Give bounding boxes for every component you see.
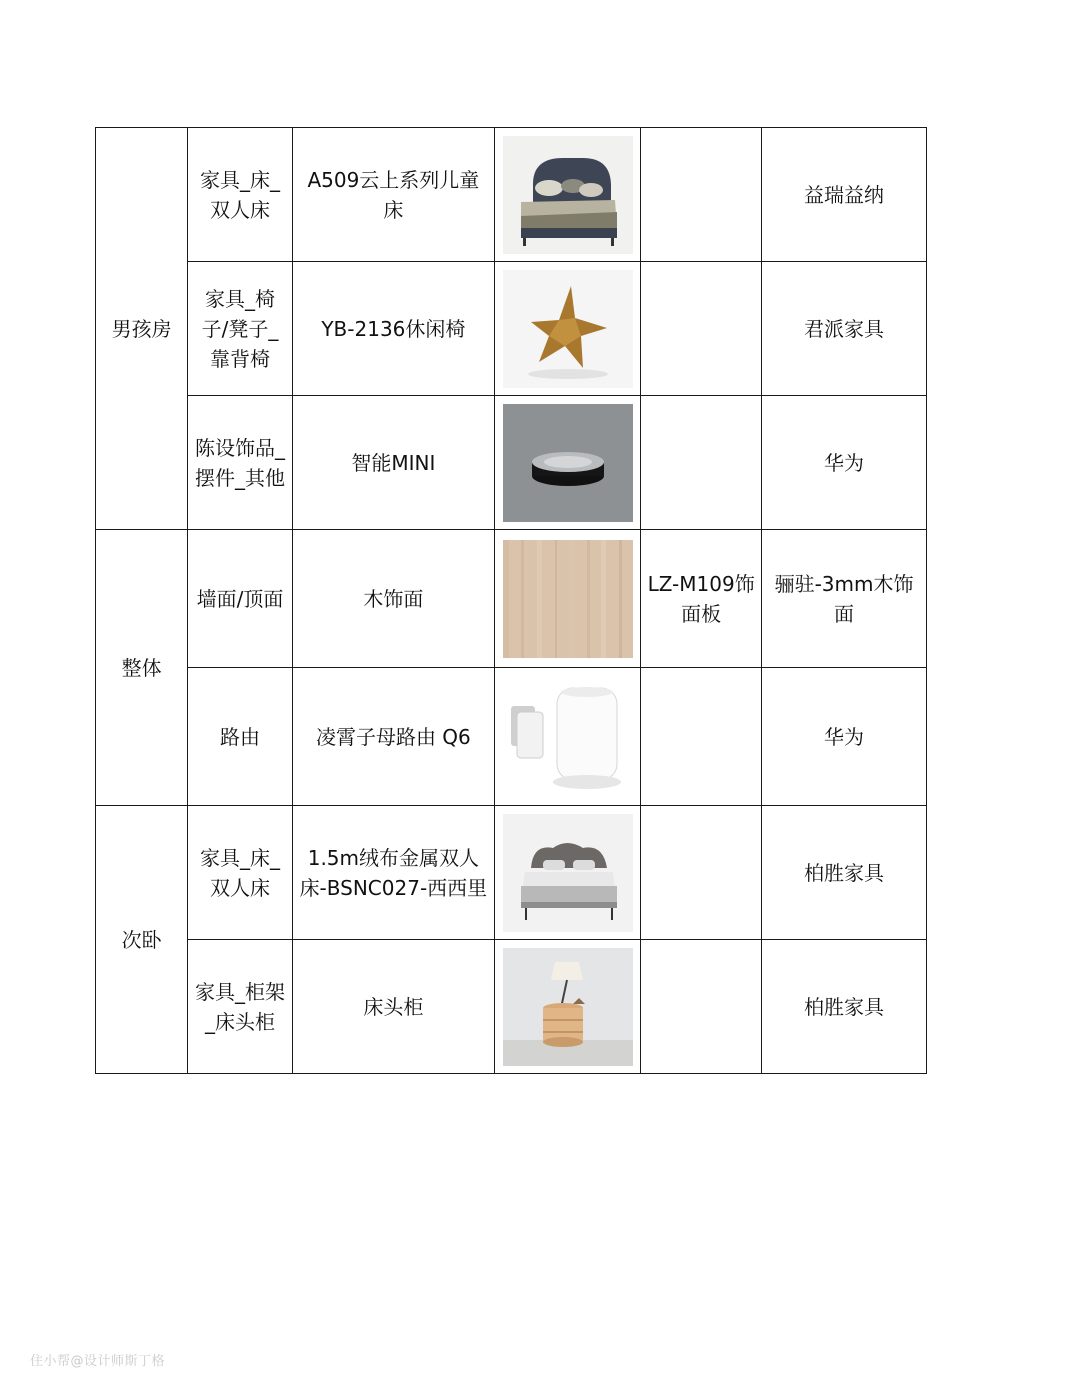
brand-cell: 骊驻-3mm木饰面 bbox=[762, 530, 927, 668]
star-lounge-chair-image bbox=[503, 270, 633, 388]
kids-bed-image bbox=[503, 136, 633, 254]
category-cell: 墙面/顶面 bbox=[188, 530, 292, 668]
model-cell bbox=[641, 262, 762, 396]
model-cell bbox=[641, 940, 762, 1074]
room-cell: 男孩房 bbox=[96, 128, 188, 530]
router-image bbox=[503, 678, 633, 796]
table-row bbox=[96, 262, 927, 396]
category-cell: 路由 bbox=[188, 668, 292, 806]
table-row bbox=[96, 396, 927, 530]
product-name-cell: 智能MINI bbox=[292, 396, 494, 530]
image-cell bbox=[495, 396, 641, 530]
room-cell: 次卧 bbox=[96, 806, 188, 1074]
brand-cell: 君派家具 bbox=[762, 262, 927, 396]
category-cell: 陈设饰品_摆件_其他 bbox=[188, 396, 292, 530]
wood-veneer-swatch-image bbox=[503, 540, 633, 658]
brand-cell: 华为 bbox=[762, 668, 927, 806]
brand-cell: 华为 bbox=[762, 396, 927, 530]
model-cell bbox=[641, 128, 762, 262]
image-cell bbox=[495, 530, 641, 668]
spec-table bbox=[95, 127, 927, 1074]
table-row bbox=[96, 940, 927, 1074]
model-cell bbox=[641, 668, 762, 806]
product-name-cell: 木饰面 bbox=[292, 530, 494, 668]
category-cell: 家具_床_双人床 bbox=[188, 806, 292, 940]
product-name-cell: YB-2136休闲椅 bbox=[292, 262, 494, 396]
nightstand-image bbox=[503, 948, 633, 1066]
smart-mini-speaker-image bbox=[503, 404, 633, 522]
brand-cell: 柏胜家具 bbox=[762, 806, 927, 940]
image-cell bbox=[495, 668, 641, 806]
image-cell bbox=[495, 806, 641, 940]
model-cell: LZ-M109饰面板 bbox=[641, 530, 762, 668]
model-cell bbox=[641, 806, 762, 940]
watermark: 住小帮@设计师斯丁格 bbox=[30, 1354, 166, 1369]
image-cell bbox=[495, 128, 641, 262]
category-cell: 家具_床_双人床 bbox=[188, 128, 292, 262]
image-cell bbox=[495, 262, 641, 396]
category-cell: 家具_柜架_床头柜 bbox=[188, 940, 292, 1074]
category-cell: 家具_椅子/凳子_靠背椅 bbox=[188, 262, 292, 396]
product-name-cell: 1.5m绒布金属双人床-BSNC027-西西里 bbox=[292, 806, 494, 940]
room-cell: 整体 bbox=[96, 530, 188, 806]
table-row bbox=[96, 530, 927, 668]
product-name-cell: 床头柜 bbox=[292, 940, 494, 1074]
table-row bbox=[96, 668, 927, 806]
model-cell bbox=[641, 396, 762, 530]
product-name-cell: 凌霄子母路由 Q6 bbox=[292, 668, 494, 806]
image-cell bbox=[495, 940, 641, 1074]
table-row bbox=[96, 128, 927, 262]
double-bed-image bbox=[503, 814, 633, 932]
product-name-cell: A509云上系列儿童床 bbox=[292, 128, 494, 262]
brand-cell: 益瑞益纳 bbox=[762, 128, 927, 262]
table-row bbox=[96, 806, 927, 940]
brand-cell: 柏胜家具 bbox=[762, 940, 927, 1074]
